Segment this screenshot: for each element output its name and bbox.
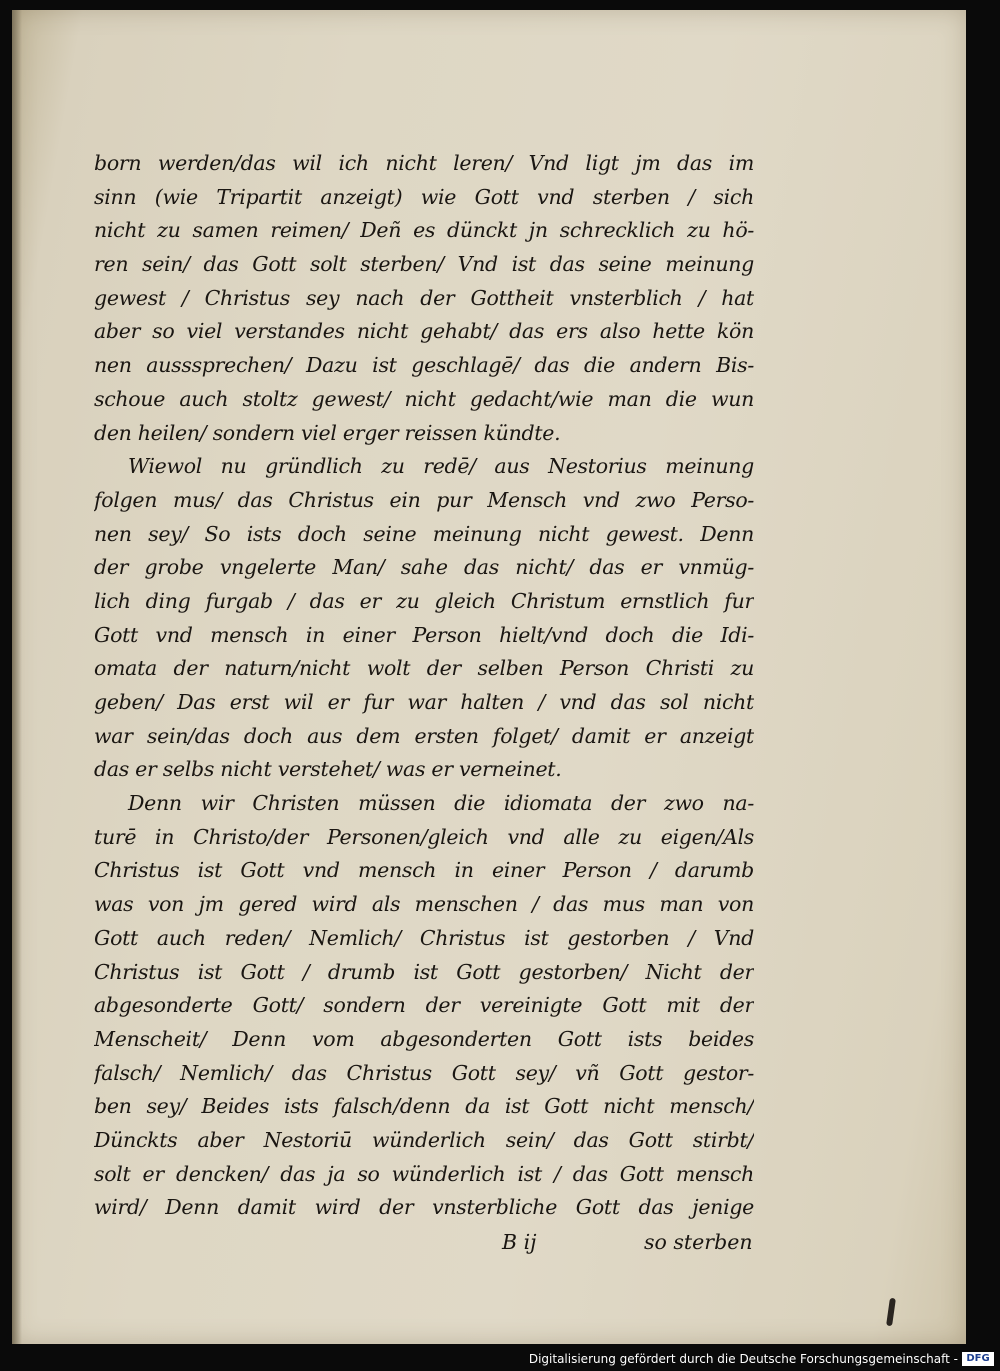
text-line: ren sein/ das Gott solt sterben/ Vnd ist das seine meinung xyxy=(94,252,754,277)
paragraph-2 xyxy=(94,450,754,787)
text-line: omata der naturn/nicht wolt der selben Person Christi zu xyxy=(94,656,754,681)
text-line: Gott vnd mensch in einer Person hielt/vnd doch die Idi- xyxy=(94,622,754,647)
paragraph-1 xyxy=(94,147,754,450)
text-line: born werden/das wil ich nicht leren/ Vnd ligt jm das im xyxy=(94,151,754,175)
text-line: abgesonderte Gott/ sondern der vereinigte Gott mit der xyxy=(94,993,754,1018)
text-line: Christus ist Gott / drumb ist Gott gestorben/ Nicht der xyxy=(94,959,754,984)
text-line: Dünckts aber Nestoriū wünderlich sein/ das Gott stirbt/ xyxy=(94,1127,754,1152)
text-line: wird/ Denn damit wird der vnsterbliche Gott das jenige xyxy=(94,1195,754,1220)
text-line: Denn wir Christen müssen die idiomata der zwo na- xyxy=(128,791,754,816)
text-line: das er selbs nicht verstehet/ was er verneinet. xyxy=(94,757,562,782)
text-line: solt er dencken/ das ja so wünderlich ist / das Gott mensch xyxy=(94,1161,754,1186)
funding-footer: Digitalisierung gefördert durch die Deutsche Forschungsgemeinschaft - xyxy=(528,1352,958,1366)
page-text xyxy=(94,147,754,1259)
text-line: aber so viel verstandes nicht gehabt/ das ers also hette kön xyxy=(94,319,754,344)
text-line: Christus ist Gott vnd mensch in einer Person / darumb xyxy=(94,858,754,883)
paragraph-3 xyxy=(94,787,754,1225)
text-line: turē in Christo/der Personen/gleich vnd alle zu eigen/Als xyxy=(94,824,754,849)
text-line: nicht zu samen reimen/ Deñ es dünckt jn schrecklich zu hö- xyxy=(94,218,754,243)
text-line: ben sey/ Beides ists falsch/denn da ist Gott nicht mensch/ xyxy=(94,1094,754,1119)
text-line: der grobe vngelerte Man/ sahe das nicht/ das er vnmüg- xyxy=(94,555,754,580)
catchword: so sterben xyxy=(644,1230,753,1254)
signature-mark: B ij xyxy=(502,1230,537,1254)
text-line: Wiewol nu gründlich zu redē/ aus Nestorius meinung xyxy=(128,454,754,479)
text-line: lich ding furgab / das er zu gleich Christum ernstlich fur xyxy=(94,588,754,613)
dfg-logo: DFG xyxy=(962,1352,994,1366)
text-line: folgen mus/ das Christus ein pur Mensch vnd zwo Perso- xyxy=(94,487,754,512)
text-line: Menscheit/ Denn vom abgesonderten Gott ists beides xyxy=(94,1026,754,1051)
text-line: sinn (wie Tripartit anzeigt) wie Gott vnd sterben / sich xyxy=(94,184,754,209)
text-line: war sein/das doch aus dem ersten folget/ damit er anzeigt xyxy=(94,723,754,748)
text-line: nen sey/ So ists doch seine meinung nicht gewest. Denn xyxy=(94,521,754,546)
text-line: geben/ Das erst wil er fur war halten / vnd das sol nicht xyxy=(94,690,754,714)
book-page xyxy=(12,10,966,1344)
text-line: falsch/ Nemlich/ das Christus Gott sey/ vñ Gott gestor- xyxy=(94,1060,754,1085)
text-line: nen ausssprechen/ Dazu ist geschlagē/ das die andern Bis- xyxy=(94,353,754,378)
text-line: gewest / Christus sey nach der Gottheit vnsterblich / hat xyxy=(94,285,754,310)
text-line: Gott auch reden/ Nemlich/ Christus ist gestorben / Vnd xyxy=(94,925,754,950)
text-line: schoue auch stoltz gewest/ nicht gedacht/wie man die wun xyxy=(94,386,754,411)
ink-mark xyxy=(886,1298,896,1327)
text-line: was von jm gered wird als menschen / das mus man von xyxy=(94,892,754,917)
page-foot xyxy=(94,1225,754,1259)
text-line: den heilen/ sondern viel erger reissen kündte. xyxy=(94,420,561,445)
